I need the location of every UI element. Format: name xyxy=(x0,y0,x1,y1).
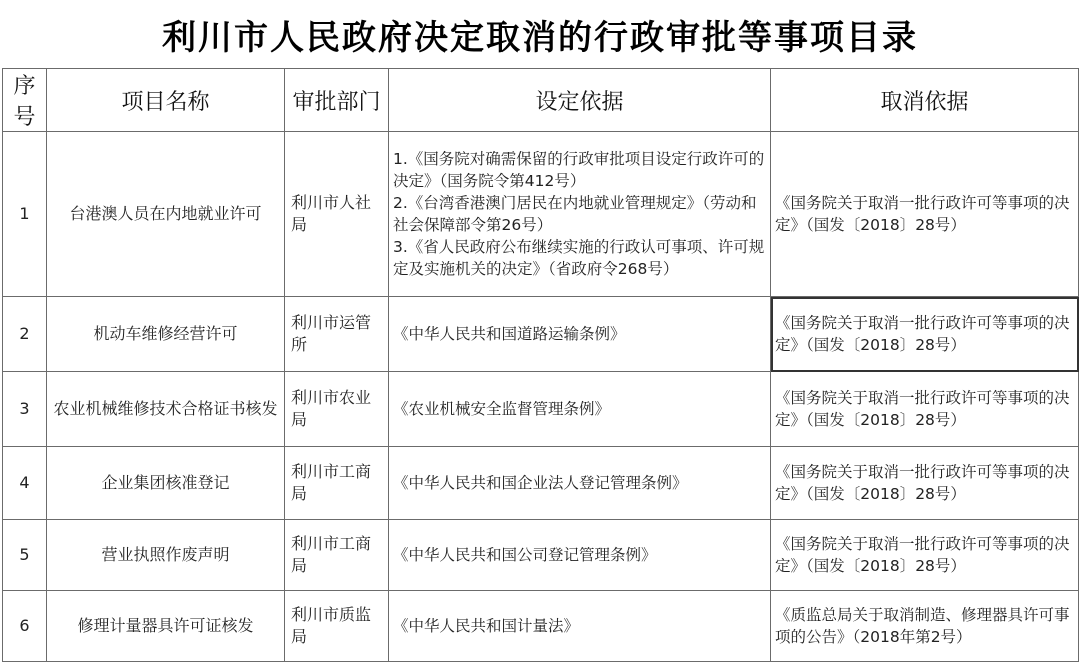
table-row xyxy=(3,297,1079,372)
header-name: 项目名称 xyxy=(47,69,285,132)
row-dept: 利川市工商局 xyxy=(285,520,389,591)
row-name: 台港澳人员在内地就业许可 xyxy=(47,132,285,297)
row-dept: 利川市人社局 xyxy=(285,132,389,297)
row-basis: 《中华人民共和国计量法》 xyxy=(389,591,771,662)
header-no: 序号 xyxy=(3,69,47,132)
row-basis: 《中华人民共和国企业法人登记管理条例》 xyxy=(389,447,771,520)
row-name: 修理计量器具许可证核发 xyxy=(47,591,285,662)
row-dept: 利川市农业局 xyxy=(285,372,389,447)
header-basis: 设定依据 xyxy=(389,69,771,132)
row-dept: 利川市质监局 xyxy=(285,591,389,662)
table-row xyxy=(3,520,1079,591)
row-name: 营业执照作废声明 xyxy=(47,520,285,591)
row-dept: 利川市运管所 xyxy=(285,297,389,372)
row-name: 农业机械维修技术合格证书核发 xyxy=(47,372,285,447)
row-cancel: 《质监总局关于取消制造、修理器具许可事项的公告》（2018年第2号） xyxy=(771,591,1079,662)
basis-item: 2.《台湾香港澳门居民在内地就业管理规定》（劳动和社会保障部令第26号） xyxy=(393,194,757,234)
table-header-row xyxy=(3,69,1079,132)
row-no: 6 xyxy=(3,591,47,662)
row-cancel: 《国务院关于取消一批行政许可等事项的决定》（国发〔2018〕28号） xyxy=(771,297,1079,372)
row-basis: 《中华人民共和国公司登记管理条例》 xyxy=(389,520,771,591)
row-no: 2 xyxy=(3,297,47,372)
row-basis xyxy=(389,132,771,297)
basis-item: 1.《国务院对确需保留的行政审批项目设定行政许可的决定》（国务院令第412号） xyxy=(393,150,765,190)
row-basis: 《中华人民共和国道路运输条例》 xyxy=(389,297,771,372)
basis-item: 3.《省人民政府公布继续实施的行政认可事项、许可规定及实施机关的决定》（省政府令268号） xyxy=(393,238,765,278)
row-no: 4 xyxy=(3,447,47,520)
row-no: 5 xyxy=(3,520,47,591)
row-no: 3 xyxy=(3,372,47,447)
table-row xyxy=(3,447,1079,520)
table-row xyxy=(3,591,1079,662)
page-title: 利川市人民政府决定取消的行政审批等事项目录 xyxy=(162,17,918,58)
table-row xyxy=(3,132,1079,297)
row-basis: 《农业机械安全监督管理条例》 xyxy=(389,372,771,447)
row-cancel: 《国务院关于取消一批行政许可等事项的决定》（国发〔2018〕28号） xyxy=(771,132,1079,297)
row-cancel: 《国务院关于取消一批行政许可等事项的决定》（国发〔2018〕28号） xyxy=(771,372,1079,447)
row-name: 企业集团核准登记 xyxy=(47,447,285,520)
header-dept: 审批部门 xyxy=(285,69,389,132)
row-no: 1 xyxy=(3,132,47,297)
row-cancel: 《国务院关于取消一批行政许可等事项的决定》（国发〔2018〕28号） xyxy=(771,520,1079,591)
table-row xyxy=(3,372,1079,447)
row-dept: 利川市工商局 xyxy=(285,447,389,520)
row-cancel: 《国务院关于取消一批行政许可等事项的决定》（国发〔2018〕28号） xyxy=(771,447,1079,520)
approval-items-table xyxy=(2,68,1079,662)
row-name: 机动车维修经营许可 xyxy=(47,297,285,372)
header-cancel: 取消依据 xyxy=(771,69,1079,132)
